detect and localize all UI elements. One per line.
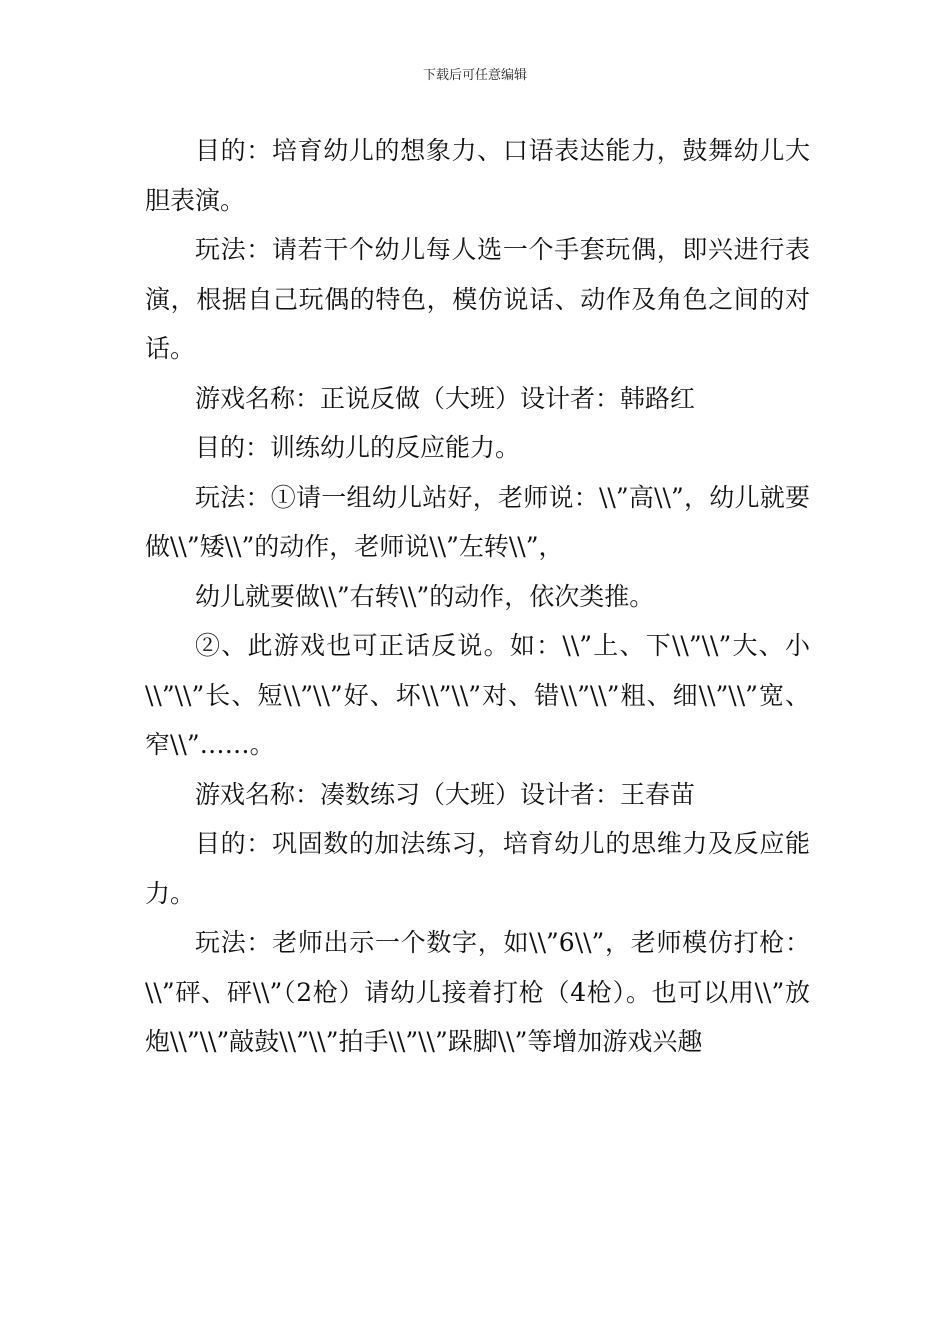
paragraph-purpose-1: 目的：培育幼儿的想象力、口语表达能力，鼓舞幼儿大胆表演。 [145,136,810,215]
page-header: 下载后可任意编辑 [422,68,527,83]
paragraph-method-2: 玩法：①请一组幼儿站好，老师说：\\”高\\”，幼儿就要做\\”矮\\”的动作，老师说\\”左转\\”， [145,482,810,561]
paragraph-purpose-2: 目的：训练幼儿的反应能力。 [195,433,521,462]
document-body [145,126,810,1067]
paragraph-method-2-continued: 幼儿就要做\\”右转\\”的动作，依次类推。 [195,581,655,611]
paragraph-method-2-variant: ②、此游戏也可正话反说。如：\\”上、下\\”\\”大、小\\”\\”长、短\\”\\”好、坏\\”\\”对、错\\”\\”粗、细\\”\\”宽、窄\\”……。 [145,631,810,759]
paragraph-method-3: 玩法：老师出示一个数字，如\\”6\\”，老师模仿打枪：\\”砰、砰\\”（2枪）请幼儿接着打枪（4枪）。也可以用\\”放炮\\”\\”敲鼓\\”\\”拍手\\”\\”跺脚\\”等增加游戏兴趣 [145,928,810,1056]
paragraph-method-1: 玩法：请若干个幼儿每人选一个手套玩偶，即兴进行表演，根据自己玩偶的特色，模仿说话、动作及角色之间的对话。 [145,235,810,363]
paragraph-game-title-2: 游戏名称：正说反做（大班）设计者：韩路红 [195,383,696,413]
paragraph-purpose-3: 目的：巩固数的加法练习，培育幼儿的思维力及反应能力。 [145,829,810,908]
paragraph-game-title-3: 游戏名称：凑数练习（大班）设计者：王春苗 [195,779,696,809]
